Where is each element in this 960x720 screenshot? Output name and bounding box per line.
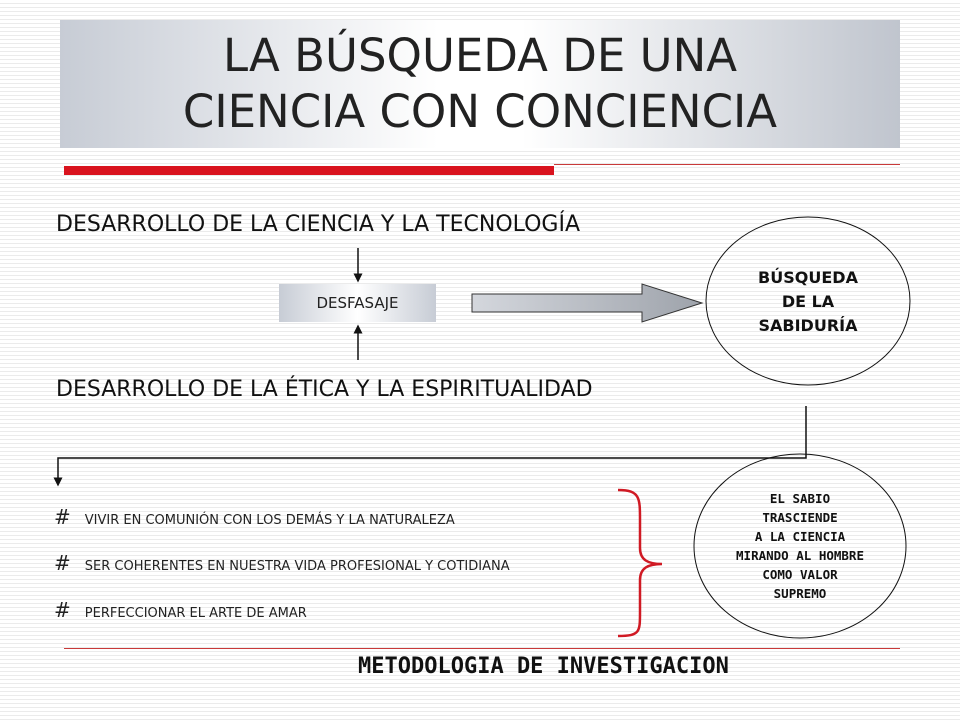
brace-icon (618, 490, 662, 636)
bullet-item (54, 505, 455, 529)
footer-divider (64, 648, 900, 649)
ellipse-el-sabio-label (694, 488, 906, 604)
bullet-text: SER COHERENTES EN NUESTRA VIDA PROFESIONAL Y COTIDIANA (84, 559, 510, 574)
ellipse2-line6: SUPREMO (773, 586, 827, 601)
ellipse2-line4: MIRANDO AL HOMBRE (736, 548, 864, 563)
block-arrow-right (472, 284, 702, 322)
hash-icon: # (54, 551, 71, 575)
bullet-text: PERFECCIONAR EL ARTE DE AMAR (84, 606, 307, 621)
elbow-connector (58, 406, 806, 482)
title-line-1: LA BÚSQUEDA DE UNA (222, 29, 738, 82)
ellipse1-line3: SABIDURÍA (758, 316, 858, 335)
bullet-item (54, 598, 307, 622)
bullet-text: VIVIR EN COMUNIÓN CON LOS DEMÁS Y LA NATURALEZA (84, 513, 455, 528)
desfasaje-box: DESFASAJE (279, 284, 436, 322)
ellipse2-line5: COMO VALOR (762, 567, 838, 582)
ellipse2-line1: EL SABIO (769, 491, 831, 506)
heading-ciencia-tecnologia: DESARROLLO DE LA CIENCIA Y LA TECNOLOGÍA (56, 212, 581, 237)
bullet-item (54, 551, 510, 575)
title-line-2: CIENCIA CON CONCIENCIA (182, 85, 778, 138)
ellipse1-line1: BÚSQUEDA (758, 268, 858, 287)
ellipse-busqueda-label (710, 240, 906, 364)
ellipse1-line2: DE LA (781, 292, 835, 311)
hash-icon: # (54, 598, 71, 622)
hash-icon: # (54, 505, 71, 529)
heading-etica-espiritualidad: DESARROLLO DE LA ÉTICA Y LA ESPIRITUALIDAD (56, 377, 593, 402)
ellipse2-line3: A LA CIENCIA (754, 529, 846, 544)
ellipse2-line2: TRASCIENDE (762, 510, 838, 525)
footer-title: METODOLOGIA DE INVESTIGACION (358, 654, 729, 679)
